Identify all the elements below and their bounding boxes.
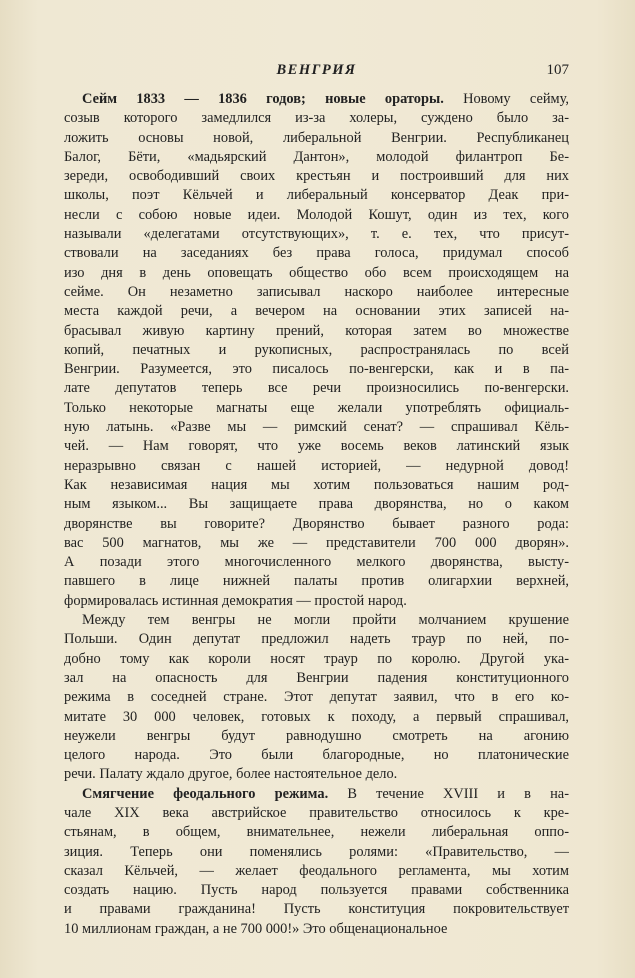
- text-line: целого народа. Это были благородные, но платонические: [64, 747, 569, 764]
- text-line: ную латынь. «Разве мы — римский сенат? — спрашивал Кёль-: [64, 419, 569, 436]
- paragraph-seim: [64, 90, 569, 611]
- paragraph-poland: [64, 611, 569, 785]
- text-line: зиция. Теперь они поменялись ролями: «Правительство, —: [64, 843, 569, 860]
- section-heading: Смягчение феодального режима.: [82, 785, 329, 802]
- text-line: чей. — Нам говорят, что уже восемь веков латинский язык: [64, 438, 569, 455]
- page-number: 107: [546, 62, 569, 78]
- text-line: Смягчение феодального режима. В течение XVIII и в на-: [82, 785, 569, 802]
- text-line: вас 500 магнатов, мы же — представители 700 000 дворян».: [64, 534, 569, 551]
- text-line: неразрывно связан с нашей историей, — недурной довод!: [64, 457, 569, 474]
- text-line: чале XIX века австрийское правительство относилось к кре-: [64, 804, 569, 821]
- paragraph-feudal-regime: [64, 785, 569, 939]
- body-text: [64, 90, 569, 939]
- text-line: места каждой речи, а вечером на основании этих записей на-: [64, 303, 569, 320]
- text-line: ложить основы новой, либеральной Венгрии. Республиканец: [64, 129, 569, 146]
- text-line: 10 миллионам граждан, а не 700 000!» Это общенациональное: [64, 920, 448, 937]
- text-line: зал на опасность для Венгрии падения конституционного: [64, 669, 569, 686]
- text-line: создать нацию. Пусть народ пользуется правами собственника: [64, 882, 569, 899]
- text-line: ным языком... Вы защищаете права дворянства, но о каком: [64, 496, 569, 513]
- text-line: созыв которого замедлился из-за холеры, суждено было за-: [64, 110, 569, 127]
- text-line: стьянам, в общем, внимательнее, нежели либеральная оппо-: [64, 824, 569, 841]
- text-line: режима в соседней стране. Этот депутат заявил, что в его ко-: [64, 689, 569, 706]
- text-line: сейме. Он незаметно записывал наскоро наиболее интересные: [64, 283, 569, 300]
- text-line: изо дня в день оповещать общество обо всем происходящем на: [64, 264, 569, 281]
- text-line: называли «делегатами отсутствующих», т. е. тех, что присут-: [64, 226, 569, 243]
- text-line: зереди, освободивший своих крестьян и построивший для них: [64, 168, 569, 185]
- text-line: Между тем венгры не могли пройти молчанием крушение: [82, 612, 569, 629]
- text-line: Сейм 1833 — 1836 годов; новые ораторы. Новому сейму,: [82, 91, 569, 107]
- text-line: школы, поэт Кёльчей и либеральный консерватор Деак при-: [64, 187, 569, 204]
- text-line: ствовали на заседаниях без права голоса, придумал способ: [64, 245, 569, 262]
- text-line: митате 30 000 человек, готовых к походу, а первый спрашивал,: [64, 708, 569, 725]
- text-line: и правами гражданина! Пусть конституция покровительствует: [64, 901, 569, 918]
- text-line: неужели венгры будут равнодушно смотреть на агонию: [64, 727, 569, 744]
- text-line: добно тому как короли носят траур по королю. Другой ука-: [64, 650, 569, 667]
- text-line: несли с собою новые идеи. Молодой Кошут, один из тех, кого: [64, 206, 569, 223]
- text-line: Венгрии. Разумеется, это писалось по-венгерски, как и в па-: [64, 361, 569, 378]
- text-line: Балог, Бёти, «мадьярский Дантон», молодой филантроп Бе-: [64, 148, 569, 165]
- text-line: павшего в лице нижней палаты против олигархии верхней,: [64, 573, 569, 590]
- text-line: сказал Кёльчей, — желает феодального регламента, мы хотим: [64, 862, 569, 879]
- running-head: [64, 62, 569, 84]
- text-line: Как независимая нация мы хотим пользоваться нашим род-: [64, 476, 569, 493]
- text-line: брасывал живую картину прений, которая затем во множестве: [64, 322, 569, 339]
- text-line: дворянстве вы говорите? Дворянство бывает разного рода:: [64, 515, 569, 532]
- text-line: А позади этого многочисленного мелкого дворянства, высту-: [64, 554, 569, 571]
- text-line: лате депутатов теперь все речи произносились по-венгерски.: [64, 380, 569, 397]
- text-line: копий, печатных и рукописных, распространялась по всей: [64, 341, 569, 358]
- section-heading: Сейм 1833 — 1836 годов; новые ораторы.: [82, 91, 444, 107]
- text-line: речи. Палату ждало другое, более настоятельное дело.: [64, 766, 398, 783]
- text-line: Польши. Один депутат предложил надеть траур по ней, по-: [64, 631, 569, 648]
- running-title: ВЕНГРИЯ: [276, 62, 357, 78]
- text-line: формировалась истинная демократия — простой народ.: [64, 592, 407, 609]
- text-line: Только некоторые магнаты еще желали употреблять официаль-: [64, 399, 569, 416]
